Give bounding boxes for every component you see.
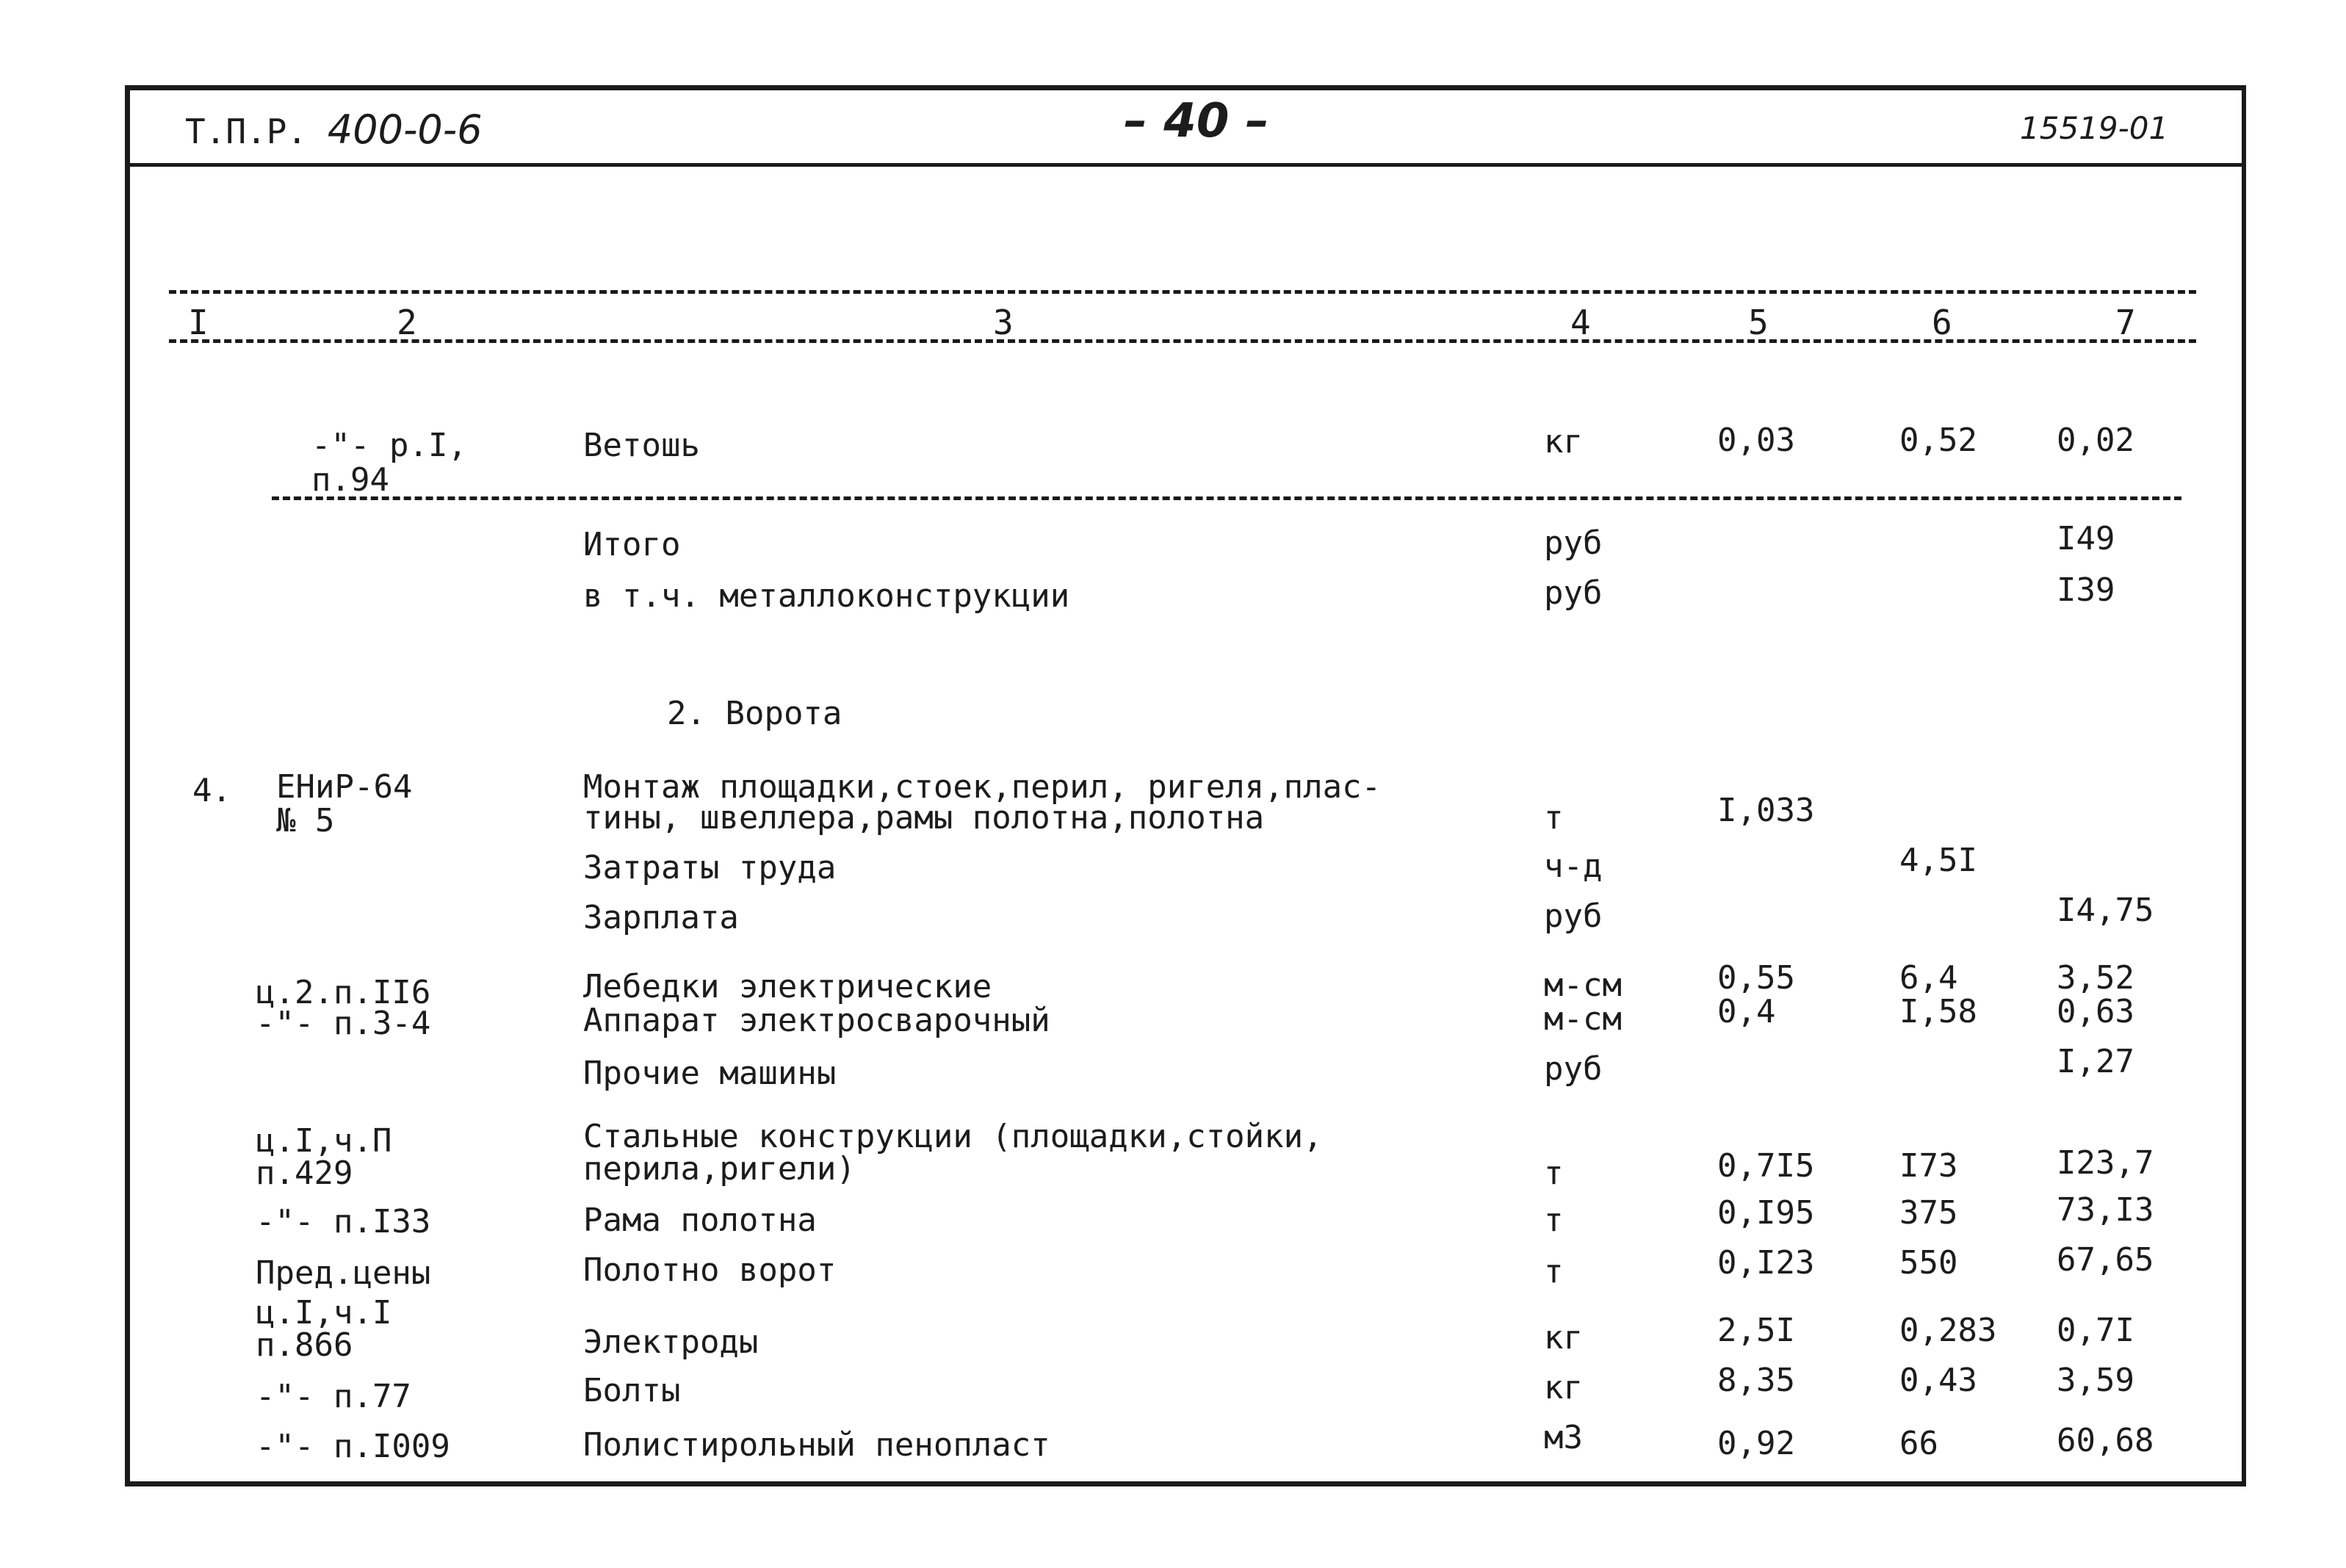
row-ref: ц.I,ч.I bbox=[256, 1294, 392, 1332]
row-name: Лебедки электрические bbox=[583, 968, 992, 1005]
row-price: 0,43 bbox=[1899, 1362, 1977, 1399]
row-name: Стальные конструкции (площадки,стойки, bbox=[583, 1118, 1323, 1155]
row-unit: руб bbox=[1544, 897, 1603, 935]
row-name: Болты bbox=[583, 1372, 681, 1409]
row-unit: т bbox=[1544, 1202, 1564, 1239]
section-title: 2. Ворота bbox=[667, 695, 842, 732]
row-price: 6,4 bbox=[1899, 959, 1958, 997]
code-handwritten: 400-0-6 bbox=[327, 106, 483, 153]
row-unit: руб bbox=[1544, 574, 1603, 612]
row-cost: I,27 bbox=[2057, 1043, 2134, 1080]
row-ref: -"- р.I, bbox=[311, 427, 467, 464]
column-number-7: 7 bbox=[2115, 303, 2136, 342]
row-unit: кг bbox=[1544, 1319, 1583, 1356]
row-unit: т bbox=[1544, 799, 1564, 837]
row-name: Монтаж площадки,стоек,перил, ригеля,плас- bbox=[583, 768, 1382, 806]
code-prefix: Т.П.Р. bbox=[185, 112, 308, 151]
row-price: 375 bbox=[1899, 1194, 1958, 1232]
row-quantity: 0,I23 bbox=[1717, 1244, 1815, 1282]
row-cost: 0,63 bbox=[2057, 993, 2134, 1030]
document-code bbox=[185, 106, 483, 153]
row-ref: ц.I,ч.П bbox=[256, 1122, 392, 1160]
row-ref: -"- п.3-4 bbox=[256, 1005, 431, 1042]
column-number-2: 2 bbox=[397, 303, 417, 342]
row-ref: -"- п.77 bbox=[256, 1378, 411, 1415]
row-name: Зарплата bbox=[583, 899, 739, 936]
section-separator bbox=[272, 496, 2181, 500]
row-quantity: 8,35 bbox=[1717, 1362, 1795, 1399]
row-cost: 67,65 bbox=[2057, 1241, 2154, 1279]
row-name: Затраты труда bbox=[583, 849, 837, 886]
row-name: Полистирольный пенопласт bbox=[583, 1426, 1050, 1464]
row-price: 66 bbox=[1899, 1425, 1938, 1462]
row-ref: -"- п.I009 bbox=[256, 1428, 450, 1465]
row-price: 0,52 bbox=[1899, 422, 1977, 459]
row-ref: п.94 bbox=[311, 461, 389, 499]
row-cost: I39 bbox=[2057, 571, 2115, 609]
row-unit: м-см bbox=[1544, 967, 1622, 1004]
row-cost: 0,02 bbox=[2057, 422, 2134, 459]
row-quantity: 0,I95 bbox=[1717, 1194, 1815, 1232]
column-number-6: 6 bbox=[1932, 303, 1952, 342]
row-name: Полотно ворот bbox=[583, 1251, 837, 1289]
row-price: 0,283 bbox=[1899, 1312, 1997, 1349]
row-name: Итого bbox=[583, 526, 681, 563]
row-ref: ц.2.п.II6 bbox=[256, 974, 431, 1011]
row-price: 4,5I bbox=[1899, 842, 1977, 879]
row-unit: м3 bbox=[1544, 1419, 1583, 1456]
row-unit: т bbox=[1544, 1253, 1564, 1290]
row-name: Рама полотна bbox=[583, 1202, 817, 1239]
column-number-3: 3 bbox=[993, 303, 1014, 342]
column-number-1: I bbox=[188, 303, 209, 342]
row-quantity: 0,4 bbox=[1717, 993, 1776, 1030]
column-number-5: 5 bbox=[1748, 303, 1769, 342]
row-unit: руб bbox=[1544, 524, 1603, 562]
row-ref: -"- п.I33 bbox=[256, 1203, 431, 1240]
row-name: тины, швеллера,рамы полотна,полотна bbox=[583, 799, 1265, 837]
row-ref: п.866 bbox=[256, 1326, 353, 1364]
row-price: 550 bbox=[1899, 1244, 1958, 1282]
row-ref: ЕНиР-64 bbox=[276, 768, 413, 806]
row-quantity: 0,7I5 bbox=[1717, 1147, 1815, 1185]
row-unit: кг bbox=[1544, 1369, 1583, 1406]
header-divider bbox=[125, 163, 2246, 167]
row-cost: 60,68 bbox=[2057, 1422, 2154, 1459]
row-ref: № 5 bbox=[276, 802, 335, 839]
row-number: 4. bbox=[192, 772, 231, 809]
row-cost: I23,7 bbox=[2057, 1144, 2154, 1182]
row-ref: Пред.цены bbox=[256, 1254, 431, 1292]
row-quantity: I,033 bbox=[1717, 792, 1815, 829]
row-price: I,58 bbox=[1899, 993, 1977, 1030]
row-cost: 73,I3 bbox=[2057, 1191, 2154, 1229]
row-unit: кг bbox=[1544, 423, 1583, 460]
row-cost: 0,7I bbox=[2057, 1312, 2134, 1349]
column-header-bottom-rule bbox=[169, 339, 2196, 343]
row-unit: ч-д bbox=[1544, 848, 1603, 885]
row-cost: 3,52 bbox=[2057, 959, 2134, 997]
row-cost: I4,75 bbox=[2057, 892, 2154, 929]
row-unit: м-см bbox=[1544, 1000, 1622, 1038]
row-name: Аппарат электросварочный bbox=[583, 1002, 1050, 1039]
row-name: в т.ч. металлоконструкции bbox=[583, 577, 1070, 615]
row-cost: 3,59 bbox=[2057, 1362, 2134, 1399]
row-quantity: 0,03 bbox=[1717, 422, 1795, 459]
row-quantity: 0,55 bbox=[1717, 959, 1795, 997]
row-unit: руб bbox=[1544, 1050, 1603, 1088]
row-quantity: 0,92 bbox=[1717, 1425, 1795, 1462]
row-name: Ветошь bbox=[583, 427, 700, 464]
row-ref: п.429 bbox=[256, 1155, 353, 1192]
row-price: I73 bbox=[1899, 1147, 1958, 1185]
row-quantity: 2,5I bbox=[1717, 1312, 1795, 1349]
column-number-4: 4 bbox=[1570, 303, 1591, 342]
row-name: перила,ригели) bbox=[583, 1150, 856, 1188]
row-name: Прочие машины bbox=[583, 1055, 837, 1092]
row-unit: т bbox=[1544, 1155, 1564, 1192]
row-name: Электроды bbox=[583, 1323, 759, 1361]
sheet-reference: 15519-01 bbox=[2020, 110, 2169, 146]
row-cost: I49 bbox=[2057, 520, 2115, 557]
page-number: – 40 – bbox=[1124, 94, 1269, 148]
column-header-top-rule bbox=[169, 290, 2196, 294]
